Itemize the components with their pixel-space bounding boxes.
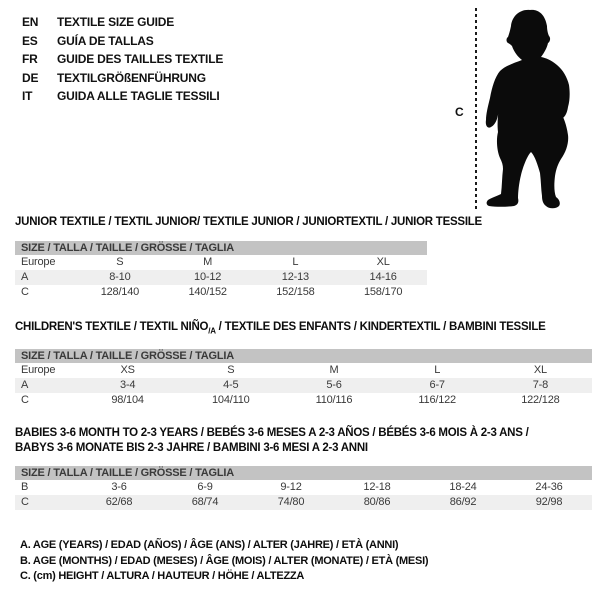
size-figure xyxy=(450,6,598,214)
row-label: Europe xyxy=(21,256,56,268)
height-measure-label: C xyxy=(455,105,464,119)
language-row xyxy=(22,50,223,69)
row-value: 12-18 xyxy=(363,481,391,493)
row-value: XS xyxy=(120,364,135,377)
language-row xyxy=(22,69,223,88)
row-value: XL xyxy=(533,364,547,377)
table-title-segment: /A xyxy=(208,326,216,336)
language-row xyxy=(22,13,223,32)
table-title-segment: BABYS 3-6 MONATE BIS 2-3 JAHRE / BAMBINI 3-6 MESI A 2-3 ANNI xyxy=(15,442,368,454)
row-label: A xyxy=(21,271,29,283)
table-row xyxy=(15,270,427,285)
row-value: 128/140 xyxy=(100,286,140,298)
table-title-line xyxy=(15,426,592,441)
row-value: 5-6 xyxy=(326,379,342,392)
height-dashed-line xyxy=(475,8,477,209)
row-value: 18-24 xyxy=(449,481,477,493)
table-row xyxy=(15,363,592,378)
table-title-block xyxy=(15,215,482,230)
language-list xyxy=(22,13,223,106)
row-label: C xyxy=(21,394,29,407)
row-value: 62/68 xyxy=(105,496,133,508)
row-value: 122/128 xyxy=(521,394,560,407)
footnote-line: A. AGE (YEARS) / EDAD (AÑOS) / ÂGE (ANS) / ALTER (JAHRE) / ETÀ (ANNI) xyxy=(20,539,399,551)
row-value: 12-13 xyxy=(281,271,309,283)
language-code: IT xyxy=(22,89,33,104)
row-label: A xyxy=(21,379,29,392)
table-title-line xyxy=(15,441,592,456)
row-value: 3-6 xyxy=(111,481,127,493)
table-row xyxy=(15,378,592,393)
language-label: TEXTILGRÖßENFÜHRUNG xyxy=(57,70,206,85)
row-value: 152/158 xyxy=(276,286,315,298)
table-row xyxy=(15,495,592,510)
footnote-line: C. (cm) HEIGHT / ALTURA / HAUTEUR / HÖHE / ALTEZZA xyxy=(20,570,305,583)
row-value: 9-12 xyxy=(280,481,302,493)
size-table-1 xyxy=(15,215,482,300)
language-label: TEXTILE SIZE GUIDE xyxy=(57,15,175,29)
table-title-line xyxy=(15,320,592,338)
row-value: 74/80 xyxy=(277,496,305,508)
row-value: S xyxy=(227,364,235,377)
table-row xyxy=(15,480,592,495)
language-code: ES xyxy=(22,33,38,48)
table-title-block xyxy=(15,320,592,338)
toddler-silhouette-icon xyxy=(485,8,573,210)
row-value: 68/74 xyxy=(191,496,219,508)
language-code: EN xyxy=(22,15,39,29)
row-value: 80/86 xyxy=(363,496,391,508)
row-value: L xyxy=(292,256,299,268)
row-value: 7-8 xyxy=(532,379,549,392)
table-title-segment: JUNIOR TEXTILE / TEXTIL JUNIOR/ TEXTILE JUNIOR / JUNIORTEXTIL / JUNIOR TESSILE xyxy=(15,216,482,228)
row-value: 116/122 xyxy=(418,394,456,407)
row-value: 3-4 xyxy=(119,379,136,392)
row-value: 158/170 xyxy=(363,286,403,298)
language-code: DE xyxy=(22,70,39,85)
row-label: B xyxy=(21,481,29,493)
row-value: 104/110 xyxy=(212,394,250,407)
language-label: GUÍA DE TALLAS xyxy=(57,33,154,48)
row-value: 10-12 xyxy=(194,271,222,283)
table-title-segment: / TEXTILE DES ENFANTS / KINDERTEXTIL / BAMBINI TESSILE xyxy=(215,321,546,333)
row-value: 6-7 xyxy=(429,379,445,392)
row-label: Europe xyxy=(21,364,56,377)
row-value: S xyxy=(116,256,124,268)
row-value: M xyxy=(203,256,213,268)
language-label: GUIDA ALLE TAGLIE TESSILI xyxy=(57,89,220,104)
table-title-block xyxy=(15,426,592,456)
row-value: 98/104 xyxy=(111,394,144,407)
table-size-header: SIZE / TALLA / TAILLE / GRÖSSE / TAGLIA xyxy=(15,349,592,363)
table-row xyxy=(15,393,592,408)
row-value: 4-5 xyxy=(223,379,239,392)
row-label: C xyxy=(21,286,29,298)
row-value: 86/92 xyxy=(449,496,477,508)
table-title-segment: BABIES 3-6 MONTH TO 2-3 YEARS / BEBÉS 3-6 MESES A 2-3 AÑOS / BÉBÉS 3-6 MOIS À 2-3 ANS / xyxy=(15,427,529,439)
row-value: 6-9 xyxy=(197,481,213,493)
row-value: 8-10 xyxy=(109,271,131,283)
language-label: GUIDE DES TAILLES TEXTILE xyxy=(57,52,224,67)
size-table-3 xyxy=(15,426,592,510)
row-value: 14-16 xyxy=(369,271,397,283)
table-row xyxy=(15,285,427,300)
row-value: 92/98 xyxy=(535,496,563,508)
row-value: 24-36 xyxy=(535,481,563,493)
footnote-line: B. AGE (MONTHS) / EDAD (MESES) / ÂGE (MOIS) / ALTER (MONATE) / ETÀ (MESI) xyxy=(20,554,429,567)
language-row xyxy=(22,87,223,106)
table-title-line xyxy=(15,215,482,230)
size-table-2 xyxy=(15,320,592,408)
row-value: 110/116 xyxy=(315,394,353,407)
row-value: XL xyxy=(376,256,390,268)
table-size-header: SIZE / TALLA / TAILLE / GRÖSSE / TAGLIA xyxy=(15,241,427,255)
row-label: C xyxy=(21,496,29,508)
table-title-segment: CHILDREN'S TEXTILE / TEXTIL NIÑO xyxy=(15,321,209,333)
row-value: M xyxy=(329,364,339,377)
row-value: 140/152 xyxy=(188,286,227,298)
row-value: L xyxy=(434,364,441,377)
table-row xyxy=(15,255,427,270)
language-row xyxy=(22,32,223,51)
language-code: FR xyxy=(22,52,38,67)
footnotes xyxy=(20,538,428,585)
table-size-header: SIZE / TALLA / TAILLE / GRÖSSE / TAGLIA xyxy=(15,466,592,480)
